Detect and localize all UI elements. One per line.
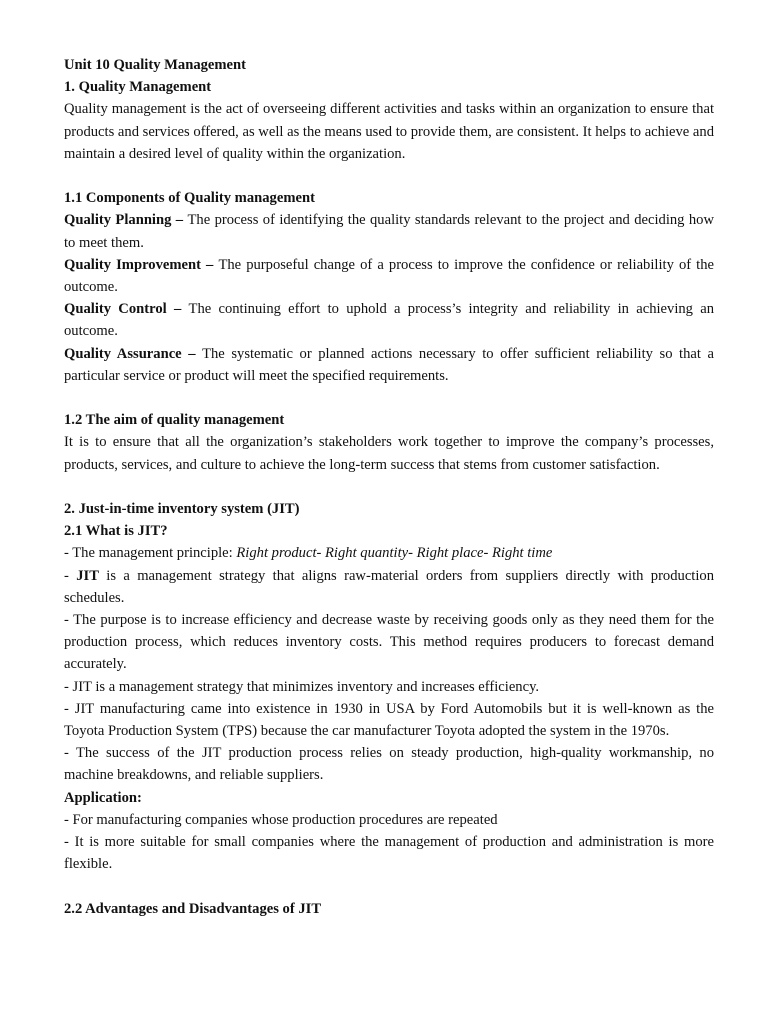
unit-title: Unit 10 Quality Management [64,57,247,73]
section-1-2-text: It is to ensure that all the organization’s stakeholders work together to improve the company’s processes, products, services, and culture to achieve the long-term success that stems from customer satisfaction. [64,434,714,473]
component-separator: – [171,212,188,229]
component-quality-assurance [64,343,714,387]
component-term: Quality Improvement [64,256,201,273]
jit-term: JIT [76,567,99,584]
component-quality-improvement [64,254,714,298]
list-item: - JIT manufacturing came into existence in 1930 in USA by Ford Automobils but it is well-known as the Toyota Production System (TPS) because the car manufacturer Toyota adopted the system in the 1970s. [64,700,714,740]
section-1-heading: 1. Quality Management [64,79,212,96]
component-text: The purposeful change of a process to improve the confidence or reliability of the outcome. [64,256,715,296]
spacer [64,165,714,187]
list-item: - It is more suitable for small companies where the management of production and administration is more flexible. [64,834,714,873]
principle-prefix: - The management principle: [64,545,237,562]
list-item: - For manufacturing companies whose production procedures are repeated [64,811,498,828]
bullet-dash: - [64,567,77,584]
list-item: - JIT is a management strategy that minimizes inventory and increases efficiency. [64,678,540,695]
component-term: Quality Assurance [64,345,182,362]
section-2-heading: 2. Just-in-time inventory system (JIT) [64,501,300,518]
document-body [64,54,714,920]
component-term: Quality Planning [64,212,172,229]
principle-line [64,542,714,564]
section-1-intro: Quality management is the act of overseeing different activities and tasks within an organization to ensure that products and services offered, as well as the means used to provide them, are consistent. It helps to achieve and maintain a desired level of quality within the organization. [64,101,714,162]
jit-definition-text: is a management strategy that aligns raw-material orders from suppliers directly with production schedules. [64,567,714,606]
spacer [64,476,714,498]
component-term: Quality Control [64,301,167,318]
component-text: The systematic or planned actions necessary to offer sufficient reliability so that a particular service or product will meet the specified requirements. [64,345,714,384]
component-separator: – [181,345,203,362]
component-text: The process of identifying the quality standards relevant to the project and deciding how to meet them. [64,212,715,251]
component-quality-control [64,298,714,342]
list-item: - The success of the JIT production process relies on steady production, high-quality workmanship, no machine breakdowns, and reliable suppliers. [64,745,714,784]
section-2-2-heading: 2.2 Advantages and Disadvantages of JIT [64,900,322,917]
section-1-1-heading: 1.1 Components of Quality management [64,190,315,207]
component-quality-planning [64,209,714,253]
spacer [64,875,714,897]
section-1-2-heading: 1.2 The aim of quality management [64,412,285,429]
spacer [64,387,714,409]
component-separator: – [166,301,189,318]
list-item: - The purpose is to increase efficiency and decrease waste by receiving goods only as they need them for the production process, which reduces inventory costs. This method requires producers to forecast demand accurately. [64,612,714,673]
jit-definition [64,565,714,609]
component-text: The continuing effort to uphold a process’s integrity and reliability in achieving an outcome. [64,301,715,340]
section-2-1-heading: 2.1 What is JIT? [64,523,168,540]
principle-italic: Right product- Right quantity- Right place- Right time [236,545,553,562]
application-heading: Application: [64,789,142,806]
component-separator: – [200,256,219,273]
